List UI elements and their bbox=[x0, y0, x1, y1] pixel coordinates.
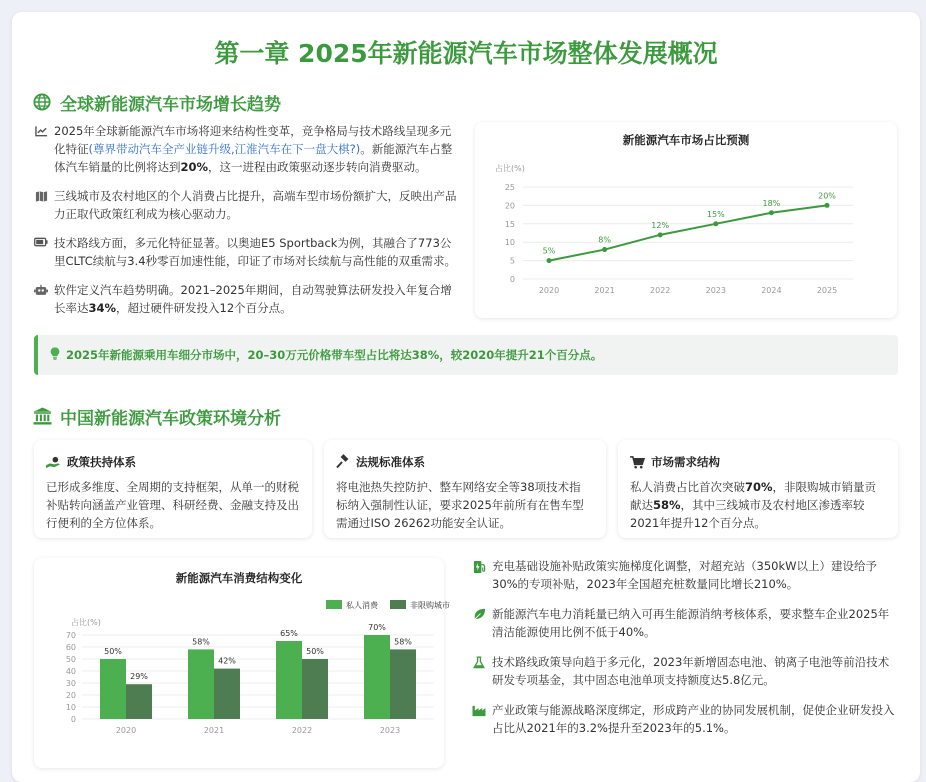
list-item bbox=[470, 557, 898, 593]
y-tick-label: 40 bbox=[65, 667, 76, 676]
y-tick-label: 10 bbox=[65, 703, 76, 712]
card-title: 法规标准体系 bbox=[356, 455, 425, 469]
consumption-structure-chart-card bbox=[34, 558, 450, 768]
data-point bbox=[769, 210, 774, 215]
bar-chart bbox=[34, 558, 450, 768]
report-page bbox=[12, 12, 920, 782]
cart-icon bbox=[630, 456, 645, 469]
list-item bbox=[470, 653, 898, 689]
y-tick-label: 50 bbox=[65, 655, 76, 664]
data-label: 29% bbox=[130, 672, 148, 682]
list-item bbox=[32, 122, 462, 176]
policy-card-support bbox=[34, 440, 312, 538]
robot-icon bbox=[32, 281, 50, 299]
legend-swatch bbox=[326, 600, 342, 609]
line-chart bbox=[475, 122, 897, 318]
y-tick-label: 10 bbox=[504, 238, 515, 248]
card-body: 已形成多维度、全周期的支持框架，从单一的财税补贴转向涵盖产业管理、科研经费、金融支持及出行便利的全方位体系。 bbox=[46, 480, 299, 530]
x-tick-label: 2023 bbox=[705, 286, 726, 295]
chart-title: 新能源汽车消费结构变化 bbox=[175, 571, 303, 585]
data-label: 5% bbox=[542, 246, 556, 256]
bar bbox=[364, 635, 390, 719]
x-tick-label: 2020 bbox=[115, 726, 137, 735]
industry-icon bbox=[470, 701, 488, 719]
bullet-text: 三线城市及农村地区的个人消费占比提升，高端车型市场份额扩大，反映出产品力正取代政策红利成为核心驱动力。 bbox=[54, 189, 457, 221]
data-label: 50% bbox=[104, 647, 122, 656]
y-tick-label: 70 bbox=[65, 631, 76, 640]
page-title: 第一章 2025年新能源汽车市场整体发展概况 bbox=[214, 39, 718, 68]
data-point bbox=[547, 258, 552, 263]
bar bbox=[276, 641, 302, 719]
policy-bullet-list bbox=[470, 557, 898, 749]
data-label: 20% bbox=[818, 191, 836, 201]
gavel-icon bbox=[336, 455, 350, 469]
y-tick-label: 15 bbox=[504, 219, 515, 229]
x-tick-label: 2021 bbox=[594, 286, 615, 295]
x-tick-label: 2024 bbox=[761, 286, 782, 295]
card-body: 将电池热失控防护、整车网络安全等38项技术指标纳入强制性认证，要求2025年前所有在售车型需通过ISO 26262功能安全认证。 bbox=[336, 480, 584, 530]
data-label: 65% bbox=[280, 629, 298, 638]
x-tick-label: 2020 bbox=[538, 286, 560, 295]
y-tick-label: 30 bbox=[65, 679, 76, 688]
x-tick-label: 2025 bbox=[816, 286, 838, 295]
data-point bbox=[825, 203, 830, 208]
series-line bbox=[549, 205, 827, 260]
battery-icon bbox=[32, 234, 50, 252]
data-label: 15% bbox=[706, 209, 725, 219]
card-title: 市场需求结构 bbox=[651, 455, 720, 469]
bullet-text: 软件定义汽车趋势明确。2021–2025年期间，自动驾驶算法研发投入年复合增长率达34%，超过硬件研发投入12个百分点。 bbox=[54, 283, 452, 315]
y-tick-label: 25 bbox=[504, 183, 515, 192]
bar bbox=[188, 649, 214, 719]
bullet-text: 充电基础设施补贴政策实施梯度化调整，对超充站（350kW以上）建设给予30%的专项补贴，2023年全国超充桩数量同比增长210%。 bbox=[492, 559, 877, 591]
list-item bbox=[32, 187, 462, 223]
y-tick-label: 20 bbox=[65, 691, 76, 700]
bullet-text: 产业政策与能源战略深度绑定，形成跨产业的协同发展机制，促使企业研发投入占比从2021年的3.2%提升至2023年的5.1%。 bbox=[492, 703, 895, 735]
article-link[interactable]: (尊界带动汽车全产业链升级,江淮汽车在下一盘大棋?) bbox=[88, 142, 361, 156]
data-label: 42% bbox=[218, 656, 236, 666]
chart-title: 新能源汽车市场占比预测 bbox=[622, 133, 750, 147]
y-tick-label: 0 bbox=[70, 715, 76, 724]
section-heading-text: 中国新能源汽车政策环境分析 bbox=[60, 408, 281, 429]
section-heading-text: 全球新能源汽车市场增长趋势 bbox=[60, 94, 281, 115]
list-item bbox=[32, 234, 462, 270]
legend-swatch bbox=[390, 600, 406, 609]
section-heading-policy bbox=[32, 403, 281, 429]
data-label: 18% bbox=[762, 198, 781, 208]
list-item bbox=[32, 281, 462, 317]
y-tick-label: 20 bbox=[504, 201, 515, 211]
bullet-text: 技术路线政策导向趋于多元化，2023年新增固态电池、钠离子电池等前沿技术研发专项基金，其中固态电池单项支持额度达5.8亿元。 bbox=[492, 655, 890, 687]
charging-station-icon bbox=[470, 557, 488, 575]
bar bbox=[302, 659, 328, 719]
y-axis-label: 占比(%) bbox=[71, 618, 101, 627]
data-label: 58% bbox=[192, 637, 210, 647]
trend-chart-icon bbox=[32, 122, 50, 140]
data-point bbox=[713, 221, 718, 226]
data-label: 8% bbox=[598, 235, 611, 245]
y-tick-label: 5 bbox=[509, 256, 515, 266]
trend-bullet-list bbox=[32, 122, 462, 328]
globe-icon bbox=[32, 92, 52, 112]
legend-label: 非限购城市 bbox=[410, 601, 450, 610]
data-point bbox=[602, 247, 607, 252]
leaf-icon bbox=[470, 605, 488, 623]
legend-label: 私人消费 bbox=[346, 601, 378, 610]
market-share-chart-card bbox=[475, 122, 897, 318]
bullet-text: 新能源汽车电力消耗量已纳入可再生能源消纳考核体系，要求整车企业2025年清洁能源使用比例不低于40%。 bbox=[492, 607, 890, 639]
list-item bbox=[470, 605, 898, 641]
flask-icon bbox=[470, 653, 488, 671]
bar bbox=[126, 684, 152, 719]
x-tick-label: 2023 bbox=[379, 726, 401, 735]
bar bbox=[390, 649, 416, 719]
government-building-icon bbox=[32, 406, 52, 426]
bullet-text: 2025年全球新能源汽车市场将迎来结构性变革，竞争格局与技术路线呈现多元化特征(尊界带动汽车全产业链升级,江淮汽车在下一盘大棋?)。新能源汽车占整体汽车销量的比例将达到20%，这一进程由政策驱动逐步转向消费驱动。 bbox=[54, 124, 453, 174]
data-label: 58% bbox=[394, 637, 412, 647]
bullet-text: 技术路线方面，多元化特征显著。以奥迪E5 Sportback为例，其融合了773公里CLTC续航与3.4秒零百加速性能，印证了市场对长续航与高性能的双重需求。 bbox=[54, 236, 457, 268]
map-icon bbox=[32, 187, 50, 205]
y-tick-label: 0 bbox=[509, 275, 515, 284]
policy-card-demand bbox=[618, 440, 898, 538]
data-label: 12% bbox=[651, 220, 670, 230]
data-point bbox=[658, 232, 663, 237]
key-insight-callout bbox=[34, 335, 898, 375]
card-title: 政策扶持体系 bbox=[67, 455, 136, 469]
policy-card-regulation bbox=[324, 440, 606, 538]
y-tick-label: 60 bbox=[65, 643, 76, 652]
hand-coin-icon bbox=[46, 456, 61, 469]
card-body: 私人消费占比首次突破70%，非限购城市销量贡献达58%，其中三线城市及农村地区渗透率较2021年提升12个百分点。 bbox=[630, 480, 877, 530]
data-label: 70% bbox=[368, 623, 386, 632]
section-heading-global-trend bbox=[32, 89, 281, 115]
list-item bbox=[470, 701, 898, 737]
callout-text: 2025年新能源乘用车细分市场中，20–30万元价格带车型占比将达38%，较2020年提升21个百分点。 bbox=[66, 348, 603, 362]
bar bbox=[100, 659, 126, 719]
lightbulb-icon bbox=[50, 347, 60, 363]
x-tick-label: 2022 bbox=[650, 286, 671, 295]
data-label: 50% bbox=[306, 647, 324, 656]
bar bbox=[214, 669, 240, 719]
x-tick-label: 2021 bbox=[203, 726, 225, 735]
x-tick-label: 2022 bbox=[291, 726, 313, 735]
y-axis-label: 占比(%) bbox=[495, 164, 525, 173]
